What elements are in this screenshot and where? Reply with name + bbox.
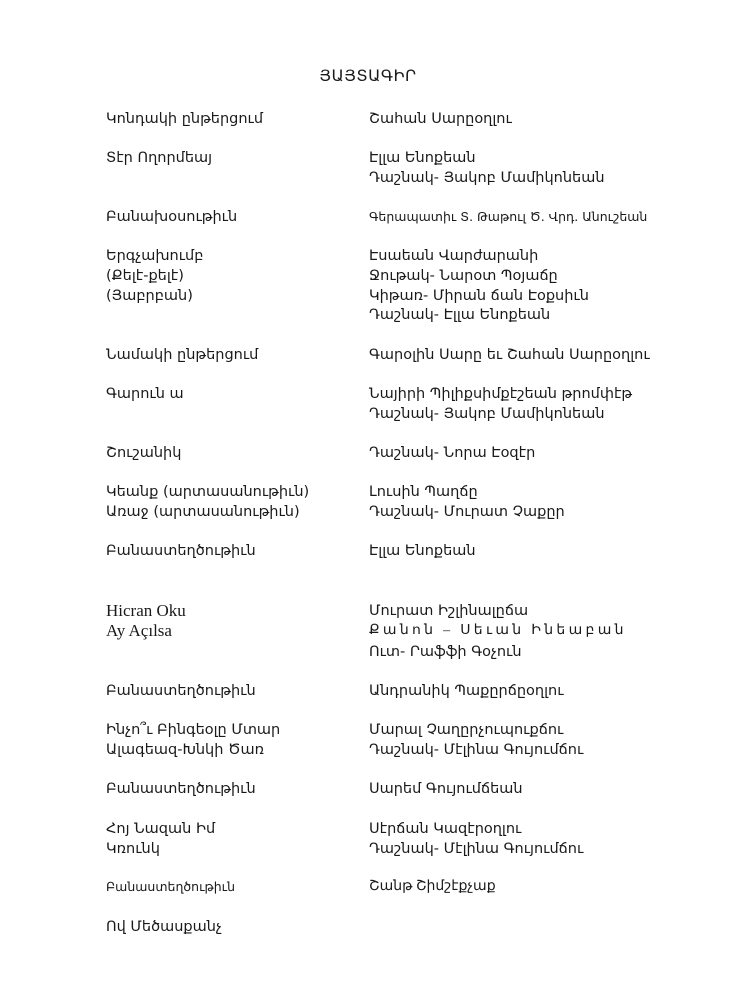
program-row — [0, 601, 736, 621]
program-item: Ով Մեծասքանչ — [106, 919, 222, 935]
program-performer: Սարեմ Գույումճեան — [369, 781, 523, 797]
program-performer: Գարօլին Սարը եւ Շահան Սարըօղլու — [369, 347, 650, 363]
program-row — [0, 286, 736, 306]
program-row — [0, 246, 736, 266]
program-performer: Էլլա Ենոքեան — [369, 543, 476, 559]
program-item: Բանաստեղծութիւն — [106, 683, 256, 699]
program-item: Կեանք (արտասանութիւն) — [106, 484, 310, 500]
program-row — [0, 642, 736, 662]
program-row — [0, 443, 736, 463]
program-row — [0, 482, 736, 502]
program-row — [0, 877, 736, 897]
program-performer: Մուրատ Իշլինալըճա — [369, 603, 529, 619]
program-item: Ինչո՞ւ Բինգեօլը Մտար — [106, 722, 281, 738]
program-performer: Էլլա Ենոքեան — [369, 150, 476, 166]
page-title: ՅԱՅՏԱԳԻՐ — [319, 66, 417, 85]
program-performer: Դաշնակ- Մէլինա Գույումճու — [369, 742, 584, 758]
program-row — [0, 404, 736, 424]
program-performer: Սէրճան Կազէրօղլու — [369, 821, 522, 837]
program-row — [0, 384, 736, 404]
program-performer: Էսաեան Վարժարանի — [369, 248, 539, 264]
program-item: Բանաստեղծութիւն — [106, 880, 236, 894]
program-item: Առաջ (արտասանութիւն) — [106, 504, 300, 520]
program-performer: Շանթ Շիմշէքչաք — [369, 879, 496, 894]
program-item: Շուշանիկ — [106, 445, 182, 461]
program-item: (Յաբրբան) — [106, 288, 193, 304]
program-performer: Քանոն – Սեւան Ինեաբան — [369, 623, 627, 638]
program-performer: Դաշնակ- Մէլինա Գույումճու — [369, 841, 584, 857]
program-item: Երգչախումբ — [106, 248, 204, 264]
program-performer: Լուսին Պաղճը — [369, 484, 478, 500]
program-item: Նամակի ընթերցում — [106, 347, 259, 363]
program-item: Բանախօսութիւն — [106, 209, 238, 225]
program-item: Կոնդակի ընթերցում — [106, 111, 264, 127]
program-performer: Անդրանիկ Պաքըրճըօղլու — [369, 683, 564, 699]
program-item: Ay Açılsa — [106, 621, 172, 640]
program-item: Տէր Ողորմեայ — [106, 150, 213, 166]
program-row — [0, 779, 736, 799]
program-performer: Նայիրի Պիլիքսիմքէշեան թրոմփէթ — [369, 386, 633, 402]
program-performer: Շահան Սարըօղլու — [369, 111, 512, 127]
program-row — [0, 345, 736, 365]
program-item: (Քելէ-քելէ) — [106, 268, 184, 284]
program-performer: Ջութակ- Նարօտ Պօյաճը — [369, 268, 558, 284]
program-performer: Դաշնակ- Յակոբ Մամիկոնեան — [369, 406, 605, 422]
program-row — [0, 819, 736, 839]
program-item: Գարուն ա — [106, 386, 184, 402]
program-performer: Գերապատիւ Տ. Թաթուլ Ծ. Վրդ. Անուշեան — [369, 209, 648, 224]
program-performer: Դաշնակ- Յակոբ Մամիկոնեան — [369, 170, 605, 186]
program-item: Կռունկ — [106, 841, 160, 857]
program-row — [0, 740, 736, 760]
program-performer: Դաշնակ- Նորա Էօզէր — [369, 445, 536, 461]
program-item: Hicran Oku — [106, 601, 186, 620]
program-row — [0, 720, 736, 740]
program-row — [0, 502, 736, 522]
program-row — [0, 207, 736, 227]
program-row — [0, 168, 736, 188]
program-row — [0, 839, 736, 859]
program-performer: Մարալ Չաղըրչուպուքճու — [369, 722, 564, 738]
program-item: Հոյ Նազան Իմ — [106, 821, 216, 837]
program-performer: Դաշնակ- Էլլա Ենոքեան — [369, 307, 551, 323]
program-row — [0, 305, 736, 325]
program-item: Բանաստեղծութիւն — [106, 543, 256, 559]
program-row — [0, 266, 736, 286]
program-row — [0, 917, 736, 937]
program-performer: Ուտ- Րաֆֆի Գօչուն — [369, 644, 522, 660]
program-performer: Դաշնակ- Մուրատ Չաքըր — [369, 504, 565, 520]
program-row — [0, 541, 736, 561]
program-row — [0, 621, 736, 641]
program-row — [0, 681, 736, 701]
program-row — [0, 109, 736, 129]
program-row — [0, 148, 736, 168]
program-performer: Կիթառ- Միրան ճան Էօքսիւն — [369, 288, 589, 304]
program-item: Բանաստեղծութիւն — [106, 781, 256, 797]
program-item: Ալագեազ-Խնկի Ծառ — [106, 742, 265, 758]
